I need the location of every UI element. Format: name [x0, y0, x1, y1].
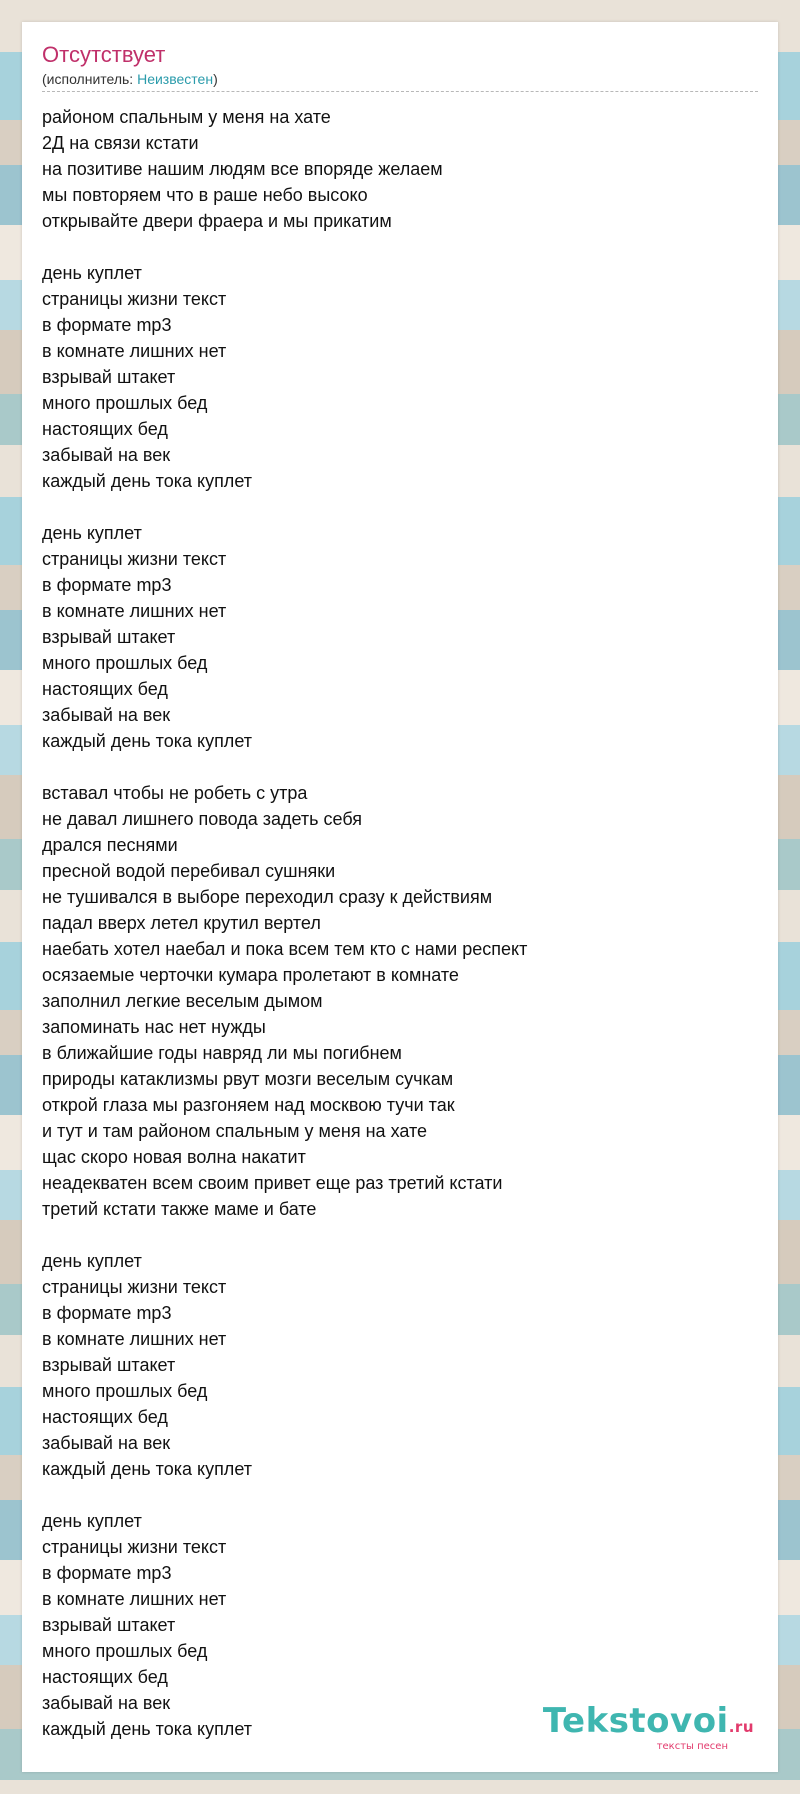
- lyric-line: много прошлых бед: [42, 393, 208, 413]
- header-divider: [42, 91, 758, 92]
- lyric-line: в комнате лишних нет: [42, 1329, 227, 1349]
- stanza-break: [42, 754, 758, 780]
- lyric-line: в комнате лишних нет: [42, 341, 227, 361]
- stanza-break: [42, 1482, 758, 1508]
- artist-line: [42, 70, 758, 88]
- lyric-line: настоящих бед: [42, 1407, 168, 1427]
- lyric-line: и тут и там районом спальным у меня на хате: [42, 1121, 428, 1141]
- lyric-line: дрался песнями: [42, 835, 178, 855]
- stanza-break: [42, 234, 758, 260]
- logo-name: Tekstovoi: [542, 1701, 729, 1741]
- lyric-line: открывайте двери фраера и мы прикатим: [42, 211, 392, 231]
- lyric-line: мы повторяем что в раше небо высоко: [42, 185, 368, 205]
- lyric-line: наебать хотел наебал и пока всем тем кто с нами респект: [42, 939, 528, 959]
- lyric-line: запоминать нас нет нужды: [42, 1017, 266, 1037]
- lyric-line: страницы жизни текст: [42, 1277, 227, 1297]
- lyric-line: день куплет: [42, 1251, 142, 1271]
- lyric-line: каждый день тока куплет: [42, 731, 252, 751]
- lyric-line: много прошлых бед: [42, 1381, 208, 1401]
- artist-link[interactable]: Неизвестен: [137, 71, 214, 87]
- lyric-line: пресной водой перебивал сушняки: [42, 861, 336, 881]
- lyric-line: забывай на век: [42, 705, 171, 725]
- lyric-line: в комнате лишних нет: [42, 1589, 227, 1609]
- lyric-line: настоящих бед: [42, 419, 168, 439]
- lyric-line: в формате mp3: [42, 1563, 172, 1583]
- song-title: Отсутствует: [42, 42, 166, 67]
- lyric-line: в ближайшие годы навряд ли мы погибнем: [42, 1043, 402, 1063]
- lyric-line: районом спальным у меня на хате: [42, 107, 331, 127]
- lyric-line: каждый день тока куплет: [42, 1719, 252, 1739]
- lyric-line: взрывай штакет: [42, 627, 176, 647]
- lyric-line: настоящих бед: [42, 1667, 168, 1687]
- lyric-line: открой глаза мы разгоняем над москвою тучи так: [42, 1095, 455, 1115]
- lyric-line: забывай на век: [42, 445, 171, 465]
- lyric-line: день куплет: [42, 523, 142, 543]
- logo-tld: .ru: [728, 1718, 754, 1736]
- lyric-line: взрывай штакет: [42, 1355, 176, 1375]
- lyric-line: взрывай штакет: [42, 367, 176, 387]
- lyric-line: на позитиве нашим людям все впоряде желаем: [42, 159, 443, 179]
- lyric-line: щас скоро новая волна накатит: [42, 1147, 306, 1167]
- site-logo[interactable]: [543, 1703, 754, 1752]
- lyric-line: падал вверх летел крутил вертел: [42, 913, 321, 933]
- lyric-line: страницы жизни текст: [42, 549, 227, 569]
- lyric-line: вставал чтобы не робеть с утра: [42, 783, 308, 803]
- lyric-line: в формате mp3: [42, 1303, 172, 1323]
- stanza-break: [42, 494, 758, 520]
- lyric-line: в формате mp3: [42, 315, 172, 335]
- artist-suffix: ): [213, 71, 218, 87]
- lyric-line: много прошлых бед: [42, 1641, 208, 1661]
- lyric-line: осязаемые черточки кумара пролетают в комнате: [42, 965, 459, 985]
- song-header: [42, 42, 758, 92]
- lyric-line: страницы жизни текст: [42, 289, 227, 309]
- lyric-line: страницы жизни текст: [42, 1537, 227, 1557]
- lyric-line: каждый день тока куплет: [42, 471, 252, 491]
- lyric-line: день куплет: [42, 1511, 142, 1531]
- lyric-line: в формате mp3: [42, 575, 172, 595]
- lyric-line: каждый день тока куплет: [42, 1459, 252, 1479]
- artist-prefix: (исполнитель:: [42, 71, 138, 87]
- lyric-line: не давал лишнего повода задеть себя: [42, 809, 362, 829]
- logo-tagline: тексты песен: [656, 1741, 728, 1752]
- lyric-line: забывай на век: [42, 1693, 171, 1713]
- lyric-line: не тушивался в выборе переходил сразу к действиям: [42, 887, 493, 907]
- lyric-line: 2Д на связи кстати: [42, 133, 199, 153]
- lyric-line: третий кстати также маме и бате: [42, 1199, 317, 1219]
- lyric-line: день куплет: [42, 263, 142, 283]
- lyric-line: заполнил легкие веселым дымом: [42, 991, 323, 1011]
- lyric-line: много прошлых бед: [42, 653, 208, 673]
- lyric-line: настоящих бед: [42, 679, 168, 699]
- lyric-line: забывай на век: [42, 1433, 171, 1453]
- lyric-line: природы катаклизмы рвут мозги веселым сучкам: [42, 1069, 454, 1089]
- stanza-break: [42, 1222, 758, 1248]
- lyrics-text: [42, 104, 758, 1742]
- lyric-line: неадекватен всем своим привет еще раз третий кстати: [42, 1173, 503, 1193]
- lyric-line: взрывай штакет: [42, 1615, 176, 1635]
- lyrics-card: [22, 22, 778, 1772]
- lyric-line: в комнате лишних нет: [42, 601, 227, 621]
